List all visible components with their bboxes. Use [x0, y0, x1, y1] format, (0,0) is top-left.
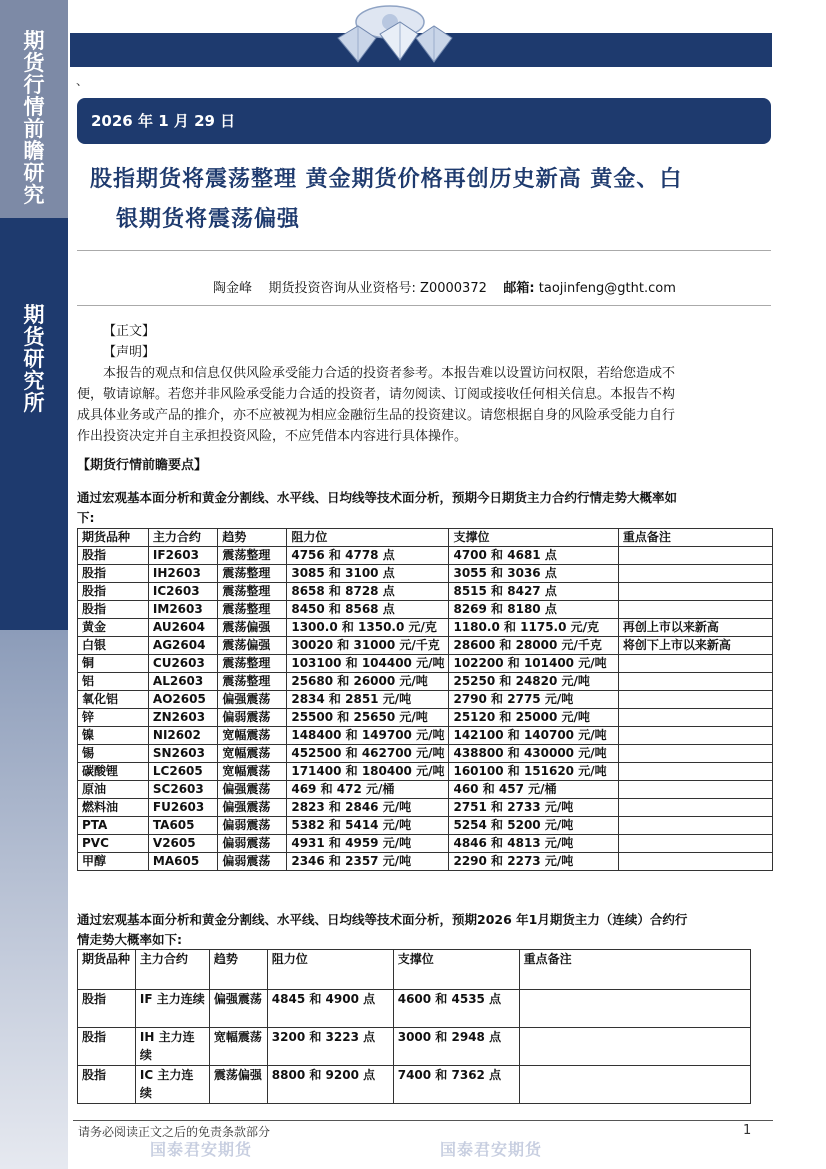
cell-resistance: 171400 和 180400 元/吨: [287, 763, 449, 781]
cell-variety: 股指: [78, 1066, 136, 1104]
sidebar-department: 期货研究所: [23, 303, 45, 415]
cell-trend: 震荡整理: [218, 565, 287, 583]
statement-line: 作出投资决定并自主承担投资风险，不应凭借本内容进行具体操作。: [77, 429, 468, 444]
table-header-cell: 期货品种: [78, 950, 136, 990]
footer-disclaimer: 请务必阅读正文之后的免责条款部分: [78, 1125, 271, 1139]
intro-1-line-1: 通过宏观基本面分析和黄金分割线、水平线、日均线等技术面分析，预期今日期货主力合约行情走势大概率如: [77, 490, 678, 505]
cell-remark: [618, 745, 772, 763]
cell-contract: IC2603: [148, 583, 217, 601]
table-header-cell: 主力合约: [135, 950, 209, 990]
cell-variety: 甲醇: [78, 853, 149, 871]
author-name: 陶金峰: [213, 281, 253, 296]
statement-line: 成具体业务或产品的推介，亦不应被视为相应金融衍生品的投资建议。请您根据自身的风险承受能力自行: [77, 408, 676, 423]
cell-variety: 股指: [78, 1028, 136, 1066]
cell-support: 1180.0 和 1175.0 元/克: [449, 619, 618, 637]
table-row: [78, 853, 773, 871]
cell-variety: 铝: [78, 673, 149, 691]
cell-resistance: 2834 和 2851 元/吨: [287, 691, 449, 709]
monthly-forecast-table: [77, 949, 751, 1104]
cell-variety: 白银: [78, 637, 149, 655]
diamond-logo-icon: [318, 2, 462, 64]
cell-contract: MA605: [148, 853, 217, 871]
sidebar-mid-panel: [0, 218, 68, 630]
table-header-cell: 支撑位: [449, 529, 618, 547]
sidebar-bottom-panel: [0, 630, 68, 1169]
cell-variety: 镍: [78, 727, 149, 745]
cell-support: 438800 和 430000 元/吨: [449, 745, 618, 763]
cell-resistance: 25500 和 25650 元/吨: [287, 709, 449, 727]
cell-contract: CU2603: [148, 655, 217, 673]
title-line-2: 银期货将震荡偏强: [116, 207, 301, 232]
cell-contract: FU2603: [148, 799, 217, 817]
cell-remark: [519, 990, 750, 1028]
cell-support: 25250 和 24820 元/吨: [449, 673, 618, 691]
cell-variety: 铜: [78, 655, 149, 673]
cell-remark: [618, 763, 772, 781]
cell-resistance: 148400 和 149700 元/吨: [287, 727, 449, 745]
cell-variety: 氧化铝: [78, 691, 149, 709]
table-header-cell: 阻力位: [267, 950, 393, 990]
table-row: [78, 601, 773, 619]
table-row: [78, 990, 751, 1028]
cell-resistance: 2823 和 2846 元/吨: [287, 799, 449, 817]
cell-support: 2290 和 2273 元/吨: [449, 853, 618, 871]
table-row: [78, 709, 773, 727]
cell-trend: 偏弱震荡: [218, 817, 287, 835]
cell-remark: [618, 727, 772, 745]
cell-contract: IC 主力连续: [135, 1066, 209, 1104]
cell-contract: V2605: [148, 835, 217, 853]
cell-contract: IM2603: [148, 601, 217, 619]
cell-resistance: 3200 和 3223 点: [267, 1028, 393, 1066]
cell-contract: ZN2603: [148, 709, 217, 727]
table-row: [78, 1066, 751, 1104]
cell-remark: [519, 1028, 750, 1066]
cell-remark: [618, 655, 772, 673]
table-header-cell: 期货品种: [78, 529, 149, 547]
body-tag: 【正文】: [103, 324, 156, 339]
cell-variety: 锌: [78, 709, 149, 727]
cell-support: 160100 和 151620 元/吨: [449, 763, 618, 781]
cell-trend: 偏弱震荡: [218, 835, 287, 853]
cell-trend: 宽幅震荡: [218, 763, 287, 781]
cell-resistance: 4845 和 4900 点: [267, 990, 393, 1028]
table-row: [78, 547, 773, 565]
cell-trend: 震荡整理: [218, 583, 287, 601]
cell-remark: [618, 709, 772, 727]
table-header-cell: 阻力位: [287, 529, 449, 547]
cell-support: 25120 和 25000 元/吨: [449, 709, 618, 727]
cell-resistance: 469 和 472 元/桶: [287, 781, 449, 799]
email-label: 邮箱:: [503, 281, 535, 296]
cell-variety: PTA: [78, 817, 149, 835]
table-row: [78, 763, 773, 781]
cell-support: 4846 和 4813 元/吨: [449, 835, 618, 853]
table-row: [78, 565, 773, 583]
watermark-text: 国泰君安期货: [440, 1140, 543, 1159]
cell-variety: PVC: [78, 835, 149, 853]
cell-support: 142100 和 140700 元/吨: [449, 727, 618, 745]
sidebar-report-type: 期货行情前瞻研究: [23, 29, 45, 207]
watermark-text: 国泰君安期货: [150, 1140, 253, 1159]
sidebar: [0, 0, 68, 1169]
tick-mark: 、: [76, 74, 89, 88]
cell-trend: 宽幅震荡: [209, 1028, 267, 1066]
cell-support: 3055 和 3036 点: [449, 565, 618, 583]
cell-variety: 股指: [78, 601, 149, 619]
cell-remark: [618, 799, 772, 817]
table-header-cell: 重点备注: [618, 529, 772, 547]
cell-trend: 偏弱震荡: [218, 709, 287, 727]
cell-variety: 股指: [78, 547, 149, 565]
cell-contract: AL2603: [148, 673, 217, 691]
cell-remark: [618, 601, 772, 619]
sidebar-top-panel: [0, 0, 68, 218]
cell-contract: AG2604: [148, 637, 217, 655]
table-row: [78, 655, 773, 673]
author-divider: [77, 305, 771, 306]
cell-variety: 股指: [78, 583, 149, 601]
cell-support: 102200 和 101400 元/吨: [449, 655, 618, 673]
table-row: [78, 583, 773, 601]
cell-resistance: 8800 和 9200 点: [267, 1066, 393, 1104]
statement-line: 本报告的观点和信息仅供风险承受能力合适的投资者参考。本报告难以设置访问权限，若给您造成不: [103, 366, 676, 381]
cell-variety: 原油: [78, 781, 149, 799]
table-row: [78, 673, 773, 691]
cell-resistance: 1300.0 和 1350.0 元/克: [287, 619, 449, 637]
cell-support: 5254 和 5200 元/吨: [449, 817, 618, 835]
cell-resistance: 452500 和 462700 元/吨: [287, 745, 449, 763]
cell-contract: IH 主力连续: [135, 1028, 209, 1066]
table-row: [78, 1028, 751, 1066]
statement-paragraph: [77, 363, 777, 447]
cell-resistance: 8658 和 8728 点: [287, 583, 449, 601]
table-header-row: [78, 950, 751, 990]
daily-forecast-table: [77, 528, 773, 871]
cell-variety: 股指: [78, 990, 136, 1028]
cell-trend: 偏强震荡: [218, 691, 287, 709]
cell-support: 460 和 457 元/桶: [449, 781, 618, 799]
cell-contract: IH2603: [148, 565, 217, 583]
table-header-cell: 主力合约: [148, 529, 217, 547]
page-title: [90, 160, 770, 240]
cell-resistance: 30020 和 31000 元/千克: [287, 637, 449, 655]
table-row: [78, 619, 773, 637]
cell-resistance: 4756 和 4778 点: [287, 547, 449, 565]
cell-remark: [618, 691, 772, 709]
cell-remark: [618, 547, 772, 565]
cell-contract: TA605: [148, 817, 217, 835]
report-date: 2026 年 1 月 29 日: [91, 112, 236, 130]
cell-resistance: 8450 和 8568 点: [287, 601, 449, 619]
key-points-heading: 【期货行情前瞻要点】: [77, 458, 208, 473]
cell-remark: [618, 583, 772, 601]
cell-trend: 震荡整理: [218, 655, 287, 673]
cell-resistance: 103100 和 104400 元/吨: [287, 655, 449, 673]
cell-trend: 震荡偏强: [218, 637, 287, 655]
cell-support: 8269 和 8180 点: [449, 601, 618, 619]
cell-contract: LC2605: [148, 763, 217, 781]
cell-remark: [519, 1066, 750, 1104]
table-header-cell: 趋势: [218, 529, 287, 547]
statement-tag: 【声明】: [103, 345, 156, 360]
cell-support: 8515 和 8427 点: [449, 583, 618, 601]
intro-1-line-2: 下:: [77, 510, 95, 525]
cell-trend: 震荡整理: [218, 601, 287, 619]
cell-variety: 锡: [78, 745, 149, 763]
cell-resistance: 25680 和 26000 元/吨: [287, 673, 449, 691]
cell-trend: 宽幅震荡: [218, 727, 287, 745]
cell-resistance: 5382 和 5414 元/吨: [287, 817, 449, 835]
intro-2-line-2: 情走势大概率如下:: [77, 932, 182, 947]
intro-2-line-1: 通过宏观基本面分析和黄金分割线、水平线、日均线等技术面分析，预期2026 年1月期货主力（连续）合约行: [77, 912, 688, 927]
cell-resistance: 3085 和 3100 点: [287, 565, 449, 583]
cell-remark: [618, 673, 772, 691]
cell-trend: 震荡整理: [218, 547, 287, 565]
cell-remark: [618, 835, 772, 853]
table-row: [78, 691, 773, 709]
cell-support: 7400 和 7362 点: [393, 1066, 519, 1104]
table-row: [78, 799, 773, 817]
cell-remark: [618, 817, 772, 835]
cell-contract: AO2605: [148, 691, 217, 709]
cell-remark: [618, 781, 772, 799]
footer-divider: [73, 1120, 773, 1121]
page-number: 1: [743, 1123, 752, 1138]
table-row: [78, 781, 773, 799]
cell-contract: SC2603: [148, 781, 217, 799]
table-row: [78, 745, 773, 763]
intro-paragraph-2: [77, 910, 687, 950]
intro-paragraph-1: [77, 488, 677, 528]
cell-support: 2790 和 2775 元/吨: [449, 691, 618, 709]
table-header-cell: 支撑位: [393, 950, 519, 990]
cell-remark: 将创下上市以来新高: [618, 637, 772, 655]
date-banner: [77, 98, 771, 144]
table-row: [78, 835, 773, 853]
cell-remark: [618, 853, 772, 871]
cell-support: 3000 和 2948 点: [393, 1028, 519, 1066]
title-divider: [77, 250, 771, 251]
cell-trend: 震荡整理: [218, 673, 287, 691]
cell-contract: NI2602: [148, 727, 217, 745]
cell-resistance: 4931 和 4959 元/吨: [287, 835, 449, 853]
cell-contract: SN2603: [148, 745, 217, 763]
cell-contract: IF2603: [148, 547, 217, 565]
table-header-cell: 趋势: [209, 950, 267, 990]
cell-variety: 燃料油: [78, 799, 149, 817]
cell-trend: 偏强震荡: [218, 781, 287, 799]
cell-trend: 宽幅震荡: [218, 745, 287, 763]
cell-variety: 股指: [78, 565, 149, 583]
table-row: [78, 817, 773, 835]
cell-support: 4600 和 4535 点: [393, 990, 519, 1028]
cell-remark: [618, 565, 772, 583]
cell-trend: 震荡偏强: [218, 619, 287, 637]
cell-contract: AU2604: [148, 619, 217, 637]
cell-remark: 再创上市以来新高: [618, 619, 772, 637]
statement-line: 便，敬请谅解。若您并非风险承受能力合适的投资者，请勿阅读、订阅或接收任何相关信息。本报告不构: [77, 387, 676, 402]
title-line-1: 股指期货将震荡整理 黄金期货价格再创历史新高 黄金、白: [90, 167, 683, 192]
author-qualification: 期货投资咨询从业资格号: Z0000372: [268, 281, 487, 296]
table-row: [78, 727, 773, 745]
cell-trend: 偏强震荡: [209, 990, 267, 1028]
cell-trend: 偏弱震荡: [218, 853, 287, 871]
author-line: [213, 277, 676, 296]
cell-trend: 偏强震荡: [218, 799, 287, 817]
cell-variety: 碳酸锂: [78, 763, 149, 781]
cell-support: 4700 和 4681 点: [449, 547, 618, 565]
cell-trend: 震荡偏强: [209, 1066, 267, 1104]
cell-resistance: 2346 和 2357 元/吨: [287, 853, 449, 871]
cell-support: 2751 和 2733 元/吨: [449, 799, 618, 817]
cell-variety: 黄金: [78, 619, 149, 637]
table-row: [78, 637, 773, 655]
author-email[interactable]: taojinfeng@gtht.com: [538, 281, 676, 296]
table-header-cell: 重点备注: [519, 950, 750, 990]
cell-contract: IF 主力连续: [135, 990, 209, 1028]
cell-support: 28600 和 28000 元/千克: [449, 637, 618, 655]
table-header-row: [78, 529, 773, 547]
